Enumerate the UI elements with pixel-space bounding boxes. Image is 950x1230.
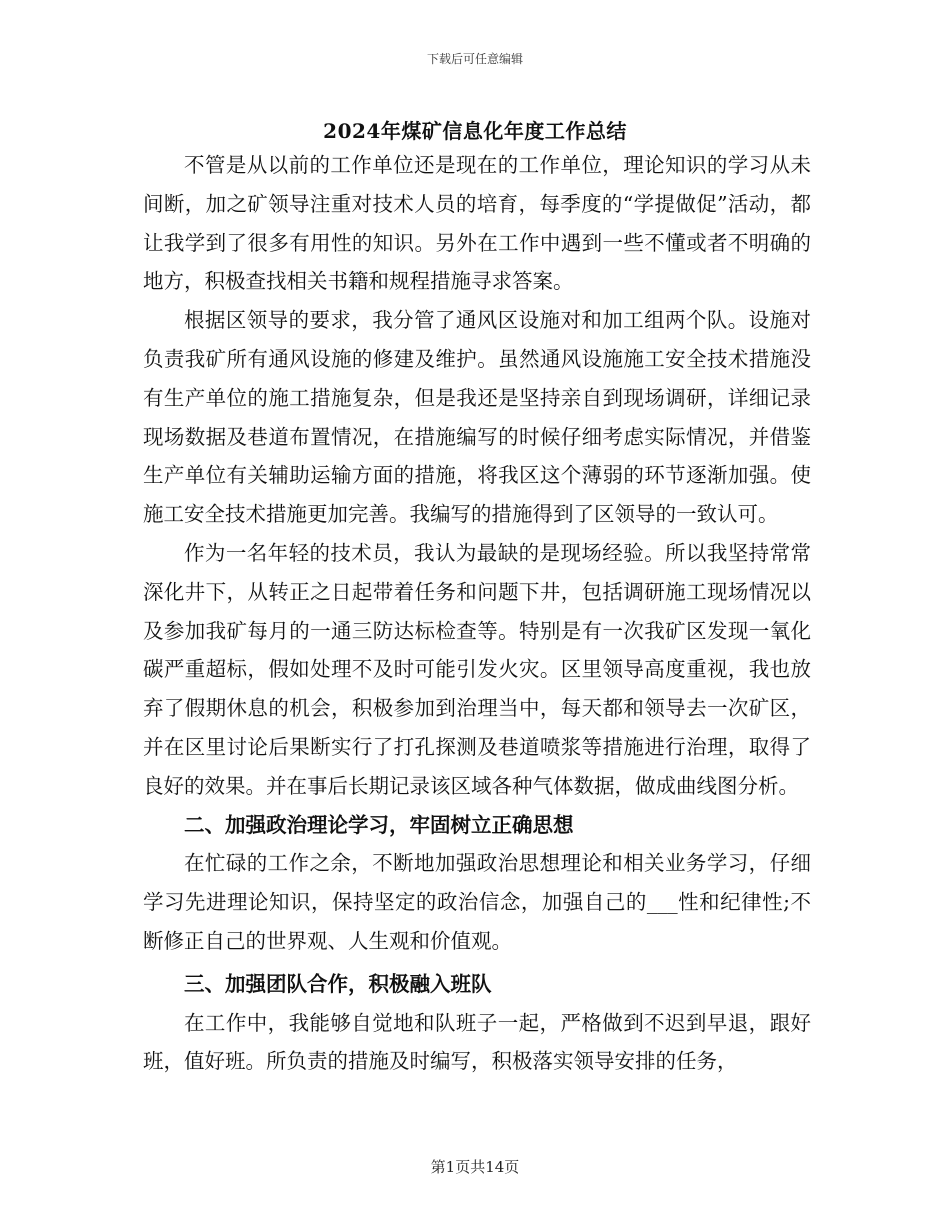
document-body	[143, 146, 811, 1081]
paragraph-2: 根据区领导的要求，我分管了通风区设施对和加工组两个队。设施对负责我矿所有通风设施的修建及维护。虽然通风设施施工安全技术措施没有生产单位的施工措施复杂，但是我还是坚持亲自到现场调研，详细记录现场数据及巷道布置情况，在措施编写的时候仔细考虑实际情况，并借鉴生产单位有关辅助运输方面的措施，将我区这个薄弱的环节逐渐加强。使施工安全技术措施更加完善。我编写的措施得到了区领导的一致认可。	[143, 308, 811, 527]
paragraph-1: 不管是从以前的工作单位还是现在的工作单位，理论知识的学习从未间断，加之矿领导注重对技术人员的培育，每季度的“学提做促”活动，都让我学到了很多有用性的知识。另外在工作中遇到一些不懂或者不明确的地方，积极查找相关书籍和规程措施寻求答案。	[143, 153, 811, 294]
paragraph-3: 作为一名年轻的技术员，我认为最缺的是现场经验。所以我坚持常常深化井下，从转正之日起带着任务和问题下井，包括调研施工现场情况以及参加我矿每月的一通三防达标检查等。特别是有一次我矿区发现一氧化碳严重超标，假如处理不及时可能引发火灾。区里领导高度重视，我也放弃了假期休息的机会，积极参加到治理当中，每天都和领导去一次矿区，并在区里讨论后果断实行了打孔探测及巷道喷浆等措施进行治理，取得了良好的效果。并在事后长期记录该区域各种气体数据，做成曲线图分析。	[143, 540, 811, 798]
section-heading-2: 二、加强政治理论学习，牢固树立正确思想	[184, 812, 574, 837]
paragraph-5: 在工作中，我能够自觉地和队班子一起，严格做到不迟到早退，跟好班，值好班。所负责的措施及时编写，积极落实领导安排的任务，	[143, 1010, 811, 1074]
document-title: 2024年煤矿信息化年度工作总结	[323, 119, 627, 143]
page-header: 下载后可任意编辑	[426, 52, 523, 66]
page-footer: 第1页共14页	[430, 1158, 520, 1176]
paragraph-4: 在忙碌的工作之余，不断地加强政治思想理论和相关业务学习，仔细学习先进理论知识，保持坚定的政治信念，加强自己的___性和纪律性;不断修正自己的世界观、人生观和价值观。	[143, 851, 811, 953]
section-heading-3: 三、加强团队合作，积极融入班队	[184, 971, 492, 996]
